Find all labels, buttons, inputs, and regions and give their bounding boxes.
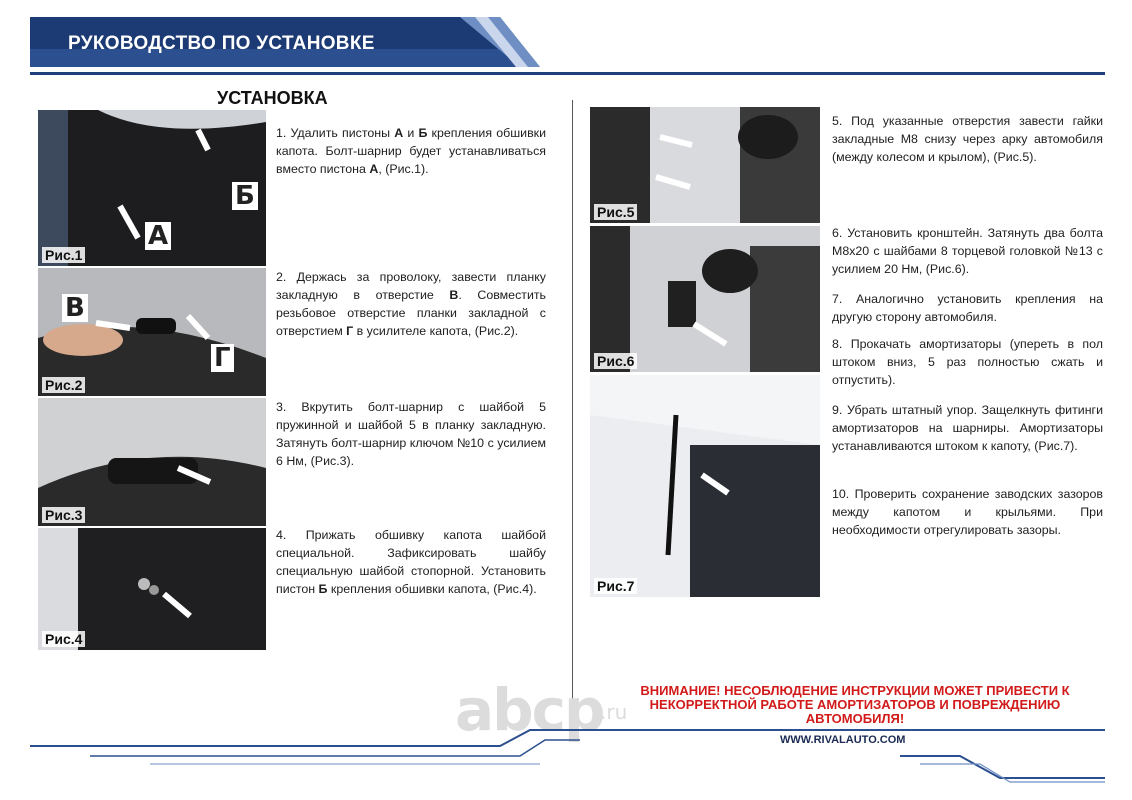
marker-letter-b: Б (232, 182, 258, 210)
column-divider (572, 100, 573, 740)
figure-5-label: Рис.5 (594, 204, 637, 220)
footer-stripes (0, 726, 1132, 800)
section-title: УСТАНОВКА (217, 88, 328, 108)
figure-4-label: Рис.4 (42, 631, 85, 647)
header-rule (30, 72, 1105, 75)
figure-7-label: Рис.7 (594, 578, 637, 594)
step-6: 6. Установить кронштейн. Затянуть два болта М8х20 с шайбами 8 торцевой головкой №13 с усилием 20 Нм, (Рис.6). (832, 226, 1103, 276)
figure-7 (590, 375, 820, 597)
figure-3-label: Рис.3 (42, 507, 85, 523)
figure-1-label: Рис.1 (42, 247, 85, 263)
step-4: 4. Прижать обшивку капота шайбой специальной. Зафиксировать шайбу специальную шайбой стопорной. Установить пистон Б крепления обшивки капота, (Рис.4). (276, 528, 546, 596)
marker-letter-g: Г (211, 344, 234, 372)
step-1: 1. Удалить пистоны А и Б крепления обшивки капота. Болт-шарнир будет устанавливаться вместо пистона А, (Рис.1). (276, 126, 547, 176)
figure-2-label: Рис.2 (42, 377, 85, 393)
figure-2 (38, 268, 266, 396)
figure-3 (38, 398, 266, 526)
step-9: 9. Убрать штатный упор. Защелкнуть фитинги амортизаторов на шарниры. Амортизаторы устанавливаются штоком к капоту, (Рис.7). (832, 403, 1103, 453)
step-7: 7. Аналогично установить крепления на другую сторону автомобиля. (832, 292, 1103, 324)
figure-6-label: Рис.6 (594, 353, 637, 369)
marker-letter-v: В (62, 294, 88, 322)
figure-6 (590, 226, 820, 372)
step-5: 5. Под указанные отверстия завести гайки закладные М8 снизу через арку автомобиля (между колесом и крылом), (Рис.5). (832, 114, 1103, 164)
figure-1 (38, 110, 266, 266)
watermark-domain: .ru (600, 700, 628, 724)
watermark-logo: abcp (455, 676, 604, 744)
marker-letter-a: А (145, 222, 171, 250)
step-8: 8. Прокачать амортизаторы (упереть в пол штоком вниз, 5 раз полностью сжать и отпустить). (832, 337, 1103, 387)
step-2: 2. Держась за проволоку, завести планку закладную в отверстие В. Совместить резьбовое отверстие планки закладной с отверстием Г в усилителе капота, (Рис.2). (276, 270, 546, 338)
page-title: РУКОВОДСТВО ПО УСТАНОВКЕ (68, 33, 375, 54)
step-3: 3. Вкрутить болт-шарнир с шайбой 5 пружинной и шайбой 5 в планку закладную. Затянуть болт-шарнир ключом №10 с усилием 6 Нм, (Рис.3). (276, 400, 546, 468)
figure-5 (590, 107, 820, 223)
figure-4 (38, 528, 266, 650)
website-link[interactable]: WWW.RIVALAUTO.COM (780, 734, 906, 746)
warning-text: ВНИМАНИЕ! НЕСОБЛЮДЕНИЕ ИНСТРУКЦИИ МОЖЕТ ПРИВЕСТИ К НЕКОРРЕКТНОЙ РАБОТЕ АМОРТИЗАТОРОВ И ПОВРЕЖДЕНИЮ АВТОМОБИЛЯ! (640, 683, 1070, 726)
step-10: 10. Проверить сохранение заводских зазоров между капотом и крыльями. При необходимости отрегулировать зазоры. (832, 487, 1103, 537)
